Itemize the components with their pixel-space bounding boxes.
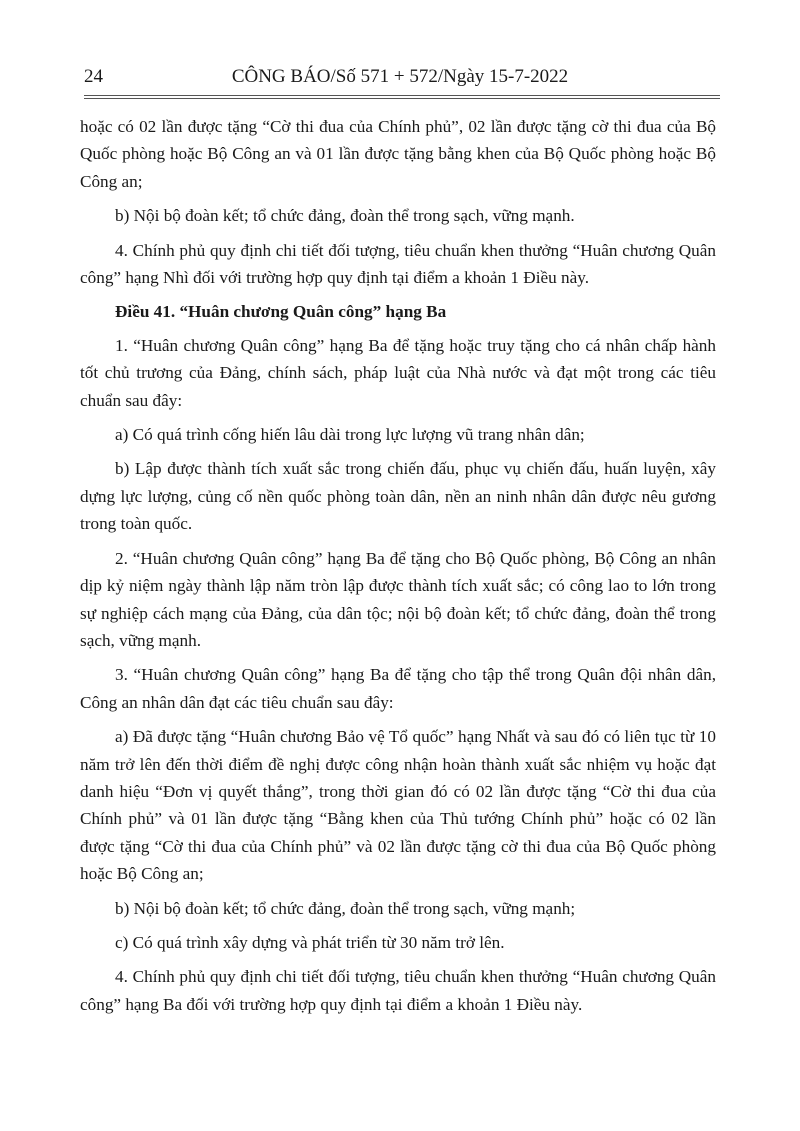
page-header	[84, 66, 716, 96]
article-heading: Điều 41. “Huân chương Quân công” hạng Ba	[115, 302, 447, 322]
paragraph-item-a: a) Có quá trình cống hiến lâu dài trong lực lượng vũ trang nhân dân;	[115, 425, 585, 445]
paragraph-clause-1: 1. “Huân chương Quân công” hạng Ba để tặng hoặc truy tặng cho cá nhân chấp hành tốt chủ trương của Đảng, chính sách, pháp luật của Nhà nước và đạt một trong các tiêu chuẩn sau đây:	[80, 335, 716, 410]
header-double-rule	[84, 95, 720, 99]
gazette-title: CÔNG BÁO/Số 571 + 572/Ngày 15-7-2022	[231, 66, 569, 87]
paragraph-item-b: b) Lập được thành tích xuất sắc trong chiến đấu, phục vụ chiến đấu, huấn luyện, xây dựng lực lượng, củng cố nền quốc phòng toàn dân, nền an ninh nhân dân được nêu gương trong toàn quốc.	[80, 459, 716, 534]
paragraph-clause-4: 4. Chính phủ quy định chi tiết đối tượng, tiêu chuẩn khen thưởng “Huân chương Quân công” hạng Nhì đối với trường hợp quy định tại điểm a khoản 1 Điều này.	[80, 240, 716, 288]
paragraph-item-c: c) Có quá trình xây dựng và phát triển từ 30 năm trở lên.	[115, 932, 505, 952]
paragraph-continuation: hoặc có 02 lần được tặng “Cờ thi đua của Chính phủ”, 02 lần được tặng cờ thi đua của Bộ Quốc phòng hoặc Bộ Công an và 01 lần được tặng bằng khen của Bộ Quốc phòng hoặc Bộ Công an;	[80, 117, 716, 191]
page-number: 24	[84, 66, 103, 87]
document-body	[80, 113, 716, 1025]
paragraph-item-b: b) Nội bộ đoàn kết; tổ chức đảng, đoàn thể trong sạch, vững mạnh.	[115, 206, 575, 226]
paragraph-item-a: a) Đã được tặng “Huân chương Bảo vệ Tổ quốc” hạng Nhất và sau đó có liên tục từ 10 năm trở lên đến thời điểm đề nghị được công nhận hoàn thành xuất sắc nhiệm vụ hoặc đạt danh hiệu “Đơn vị quyết thắng”, trong thời gian đó có 02 lần được tặng “Cờ thi đua của Chính phủ” và 01 lần được tặng “Bằng khen của Thủ tướng Chính phủ” hoặc có 02 lần được tặng “Cờ thi đua của Chính phủ” và 02 lần được tặng cờ thi đua của Bộ Quốc phòng hoặc Bộ Công an;	[80, 727, 716, 884]
paragraph-clause-3: 3. “Huân chương Quân công” hạng Ba để tặng cho tập thể trong Quân đội nhân dân, Công an nhân dân đạt các tiêu chuẩn sau đây:	[80, 665, 716, 712]
paragraph-clause-4: 4. Chính phủ quy định chi tiết đối tượng, tiêu chuẩn khen thưởng “Huân chương Quân công” hạng Ba đối với trường hợp quy định tại điểm a khoản 1 Điều này.	[80, 967, 716, 1014]
paragraph-clause-2: 2. “Huân chương Quân công” hạng Ba để tặng cho Bộ Quốc phòng, Bộ Công an nhân dịp kỷ niệm ngày thành lập năm tròn lập được thành tích xuất sắc; có công lao to lớn trong sự nghiệp cách mạng của Đảng, của dân tộc; nội bộ đoàn kết; tổ chức đảng, đoàn thể trong sạch, vững mạnh.	[80, 548, 716, 650]
paragraph-item-b: b) Nội bộ đoàn kết; tổ chức đảng, đoàn thể trong sạch, vững mạnh;	[115, 898, 576, 918]
